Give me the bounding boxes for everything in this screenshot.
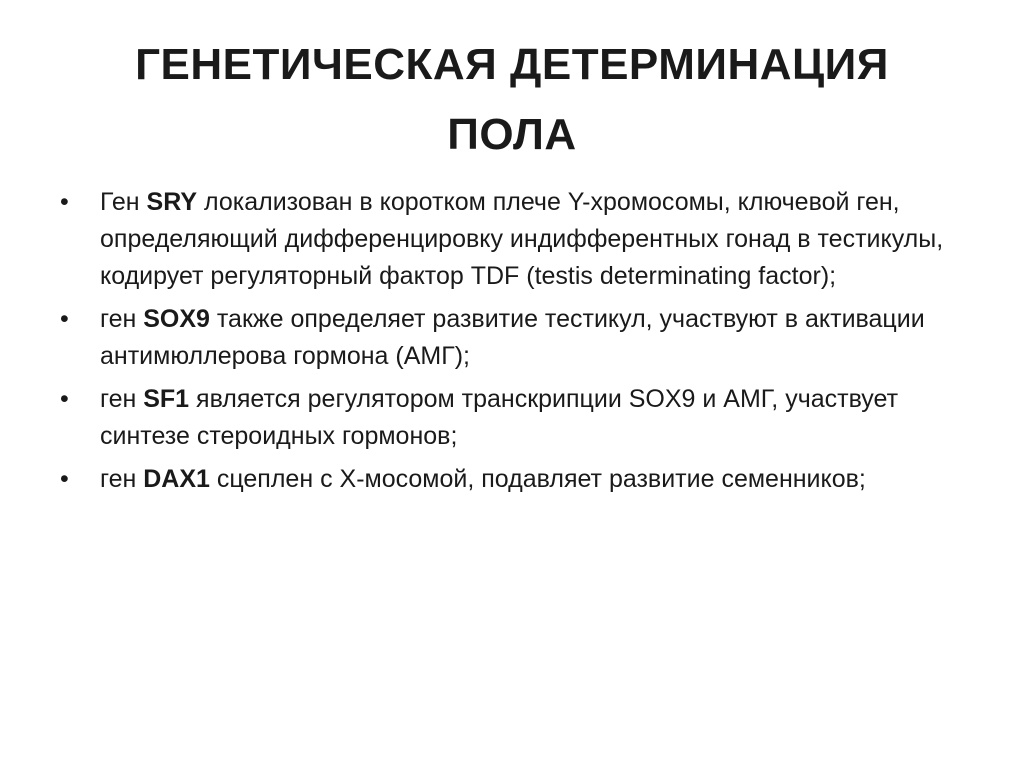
bullet-dot: • [60, 188, 69, 216]
gene-name: DAX1 [143, 465, 210, 493]
bullet-text: сцеплен с X-мосомой, подавляет развитие семенников; [209, 465, 866, 493]
bullet-text: также определяет развитие тестикул, участвуют в активации антимюллерова гормона (АМГ); [100, 305, 925, 370]
gene-name: SF1 [143, 385, 190, 413]
bullet-item-dax1 [56, 461, 976, 498]
slide-title-line-1: ГЕНЕТИЧЕСКАЯ ДЕТЕРМИНАЦИЯ [135, 40, 889, 89]
bullet-list [56, 184, 976, 504]
bullet-dot: • [60, 385, 69, 413]
bullet-item-sf1 [56, 381, 976, 455]
bullet-lead: ген [100, 385, 144, 413]
bullet-item-sry [56, 184, 976, 295]
bullet-lead: ген [100, 305, 144, 333]
bullet-dot: • [60, 465, 69, 493]
gene-name: SRY [146, 188, 198, 216]
bullet-dot: • [60, 305, 69, 333]
bullet-item-sox9 [56, 301, 976, 375]
slide-title-line-2: ПОЛА [447, 110, 577, 159]
bullet-text: локализован в коротком плече Y-хромосомы, ключевой ген, определяющий дифференцировку индифферентных гонад в тестикулы, кодирует регуляторный фактор TDF (testis determinating factor); [100, 188, 944, 290]
bullet-lead: ген [100, 465, 144, 493]
bullet-text: является регулятором транскрипции SOX9 и АМГ, участвует синтезе стероидных гормонов; [100, 385, 899, 450]
slide-title [60, 30, 964, 170]
gene-name: SOX9 [143, 305, 210, 333]
bullet-lead: Ген [100, 188, 147, 216]
